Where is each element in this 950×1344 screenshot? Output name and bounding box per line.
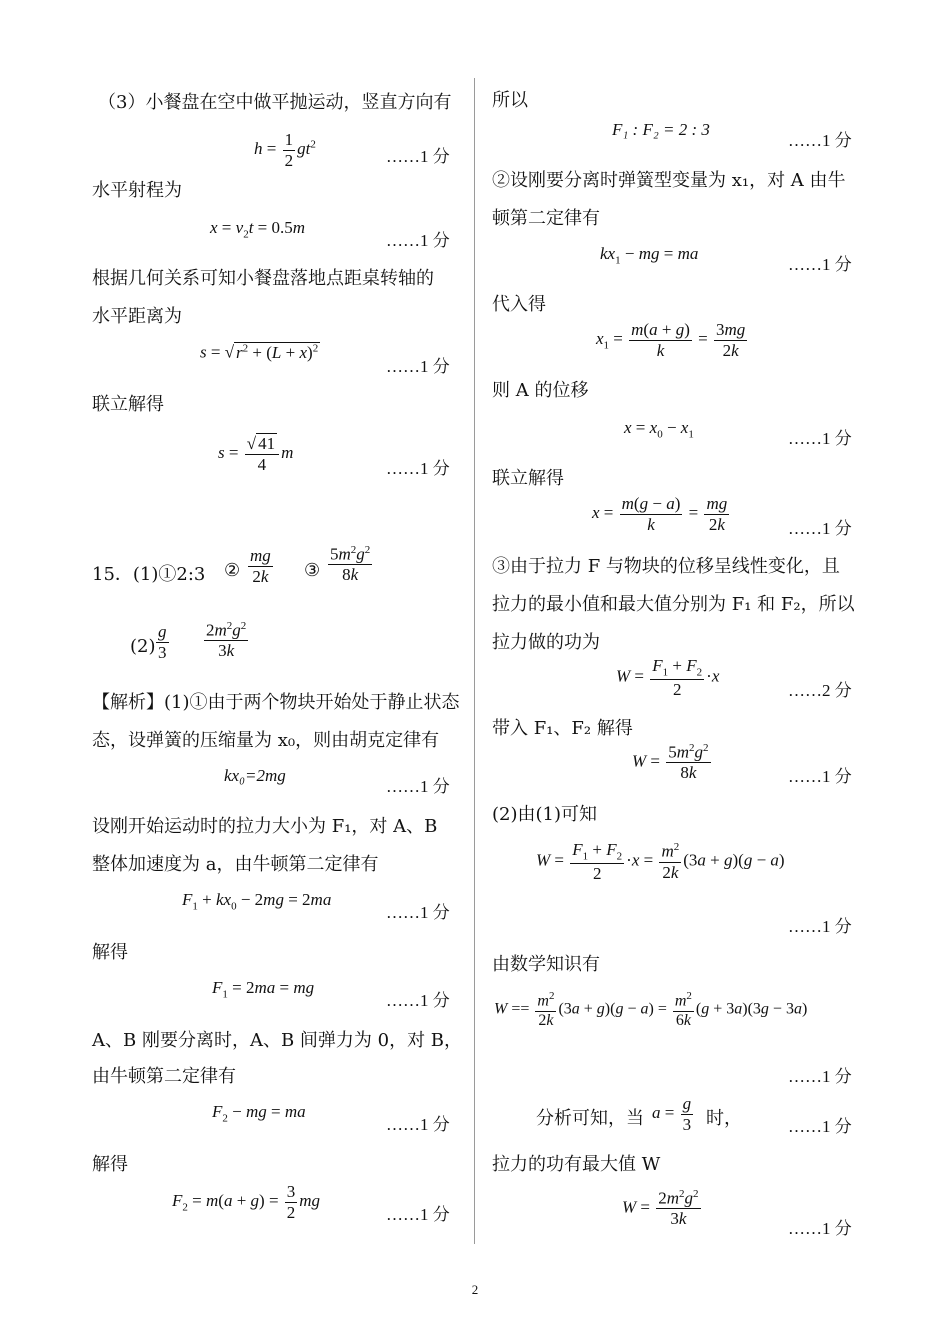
q15-answer-line: 15．(1)①2:3: [92, 564, 206, 585]
score-mark: ……1 分: [386, 357, 450, 376]
solve-label: 联立解得: [92, 394, 164, 415]
geometry-text-2: 水平距离为: [92, 306, 182, 327]
analysis-text-1: 【解析】(1)①由于两个物块开始处于静止状态: [92, 692, 460, 713]
equation-h: h = $\frac{1}{2}$ $gt^2$: [254, 130, 316, 170]
part2-label: (2)由(1)可知: [492, 804, 597, 825]
q15-circle-3: ③: [304, 560, 321, 581]
separation-text-1: A、B 刚要分离时，A、B 间弹力为 0，对 B，: [92, 1030, 463, 1051]
f1-text-1: 设刚开始运动时的拉力大小为 F₁，对 A、B: [92, 816, 438, 837]
equation-s: s = √ $r^2 + (L + x)^2$: [200, 342, 319, 362]
q15-answer-p2-w: $\frac{2m^2g^2}{3k}$: [206, 620, 247, 661]
score-mark: ……1 分: [386, 903, 450, 922]
so-label: 所以: [492, 90, 528, 111]
q15-answer-2: $\frac{mg}{2k}$: [250, 546, 271, 586]
score-mark: ……1 分: [386, 459, 450, 478]
p3-intro-text: （3）小餐盘在空中做平抛运动，竖直方向有: [98, 92, 452, 113]
score-mark: ……2 分: [788, 681, 852, 700]
score-mark: ……1 分: [386, 231, 450, 250]
equation-work-general: W = $\frac{F_1 + F_2}{2}$ ·x = $\frac{m^2}{2k}$ (3a + g)(g − a): [536, 840, 785, 884]
equation-work-expanded: W == $\frac{m^2}{2k}$ (3a + g)(g − a) = $\frac{m^2}{6k}$ (g + 3a)(3g − 3a): [494, 990, 808, 1029]
c3-text-2: 拉力的最小值和最大值分别为 F₁ 和 F₂，所以: [492, 594, 855, 615]
geometry-text-1: 根据几何关系可知小餐盘落地点距桌转轴的: [92, 268, 434, 289]
equation-max-work: W = $\frac{2m^2g^2}{3k}$: [622, 1188, 699, 1229]
equation-f1: $F_1 = 2ma$ = mg: [212, 978, 315, 1001]
q15-circle-2: ②: [224, 560, 241, 581]
equation-x: $x = v_2t = 0.5m$: [210, 218, 306, 241]
score-mark: ……1 分: [386, 777, 450, 796]
solve-label-3: 联立解得: [492, 468, 564, 489]
equation-x-result: x = $\frac{m(g - a)}{k}$ = $\frac{mg}{2k}$: [592, 494, 728, 534]
q15-answer-3: $\frac{5m^2g^2}{8k}$: [330, 544, 371, 585]
score-mark: ……1 分: [386, 147, 450, 166]
equation-s-result: s = $\frac{√ 41}{4}$ m: [218, 434, 294, 474]
analysis-text-2: 态，设弹簧的压缩量为 x₀，则由胡克定律有: [92, 730, 440, 751]
score-mark: ……1 分: [788, 519, 852, 538]
displacement-label: 则 A 的位移: [492, 380, 589, 401]
analysis-when-end: 时，: [706, 1108, 742, 1129]
c3-text-1: ③由于拉力 F 与物块的位移呈线性变化，且: [492, 556, 840, 577]
f1-text-2: 整体加速度为 a，由牛顿第二定律有: [92, 854, 379, 875]
equation-work: W = $\frac{F_1 + F_2}{2}$ ·x: [616, 656, 720, 700]
score-mark: ……1 分: [788, 255, 852, 274]
score-mark: ……1 分: [788, 1067, 852, 1086]
max-work-label: 拉力的功有最大值 W: [492, 1154, 661, 1175]
score-mark: ……1 分: [788, 767, 852, 786]
solve-label-2: 解得: [92, 1154, 128, 1175]
range-label: 水平射程为: [92, 180, 182, 201]
c2-text-1: ②设刚要分离时弹簧型变量为 x₁，对 A 由牛: [492, 170, 846, 191]
solve-label-1: 解得: [92, 942, 128, 963]
equation-displacement: $x = x_0 - x_1$: [624, 418, 694, 441]
equation-newton-1: $F_1 + kx_0 - 2mg = 2ma$: [182, 890, 332, 913]
equation-ratio: F₁ : F₂ = 2 : 3: [612, 120, 710, 139]
equation-x1: $x_1$ = $\frac{m(a + g)}{k}$ = $\frac{3mg}{2k}$: [596, 320, 746, 360]
equation-hooke: kx₀=2mg: [224, 766, 286, 785]
score-mark: ……1 分: [386, 1115, 450, 1134]
column-divider: [474, 78, 475, 1244]
score-mark: ……1 分: [788, 131, 852, 150]
q15-part2-label: (2): [130, 636, 156, 657]
math-knowledge-label: 由数学知识有: [492, 954, 600, 975]
score-mark: ……1 分: [386, 1205, 450, 1224]
q15-answer-p2-a: $\frac{g}{3}$: [158, 622, 167, 662]
equation-f2: $F_2 = m(a + g)$ = $\frac{3}{2}$ mg: [172, 1182, 321, 1222]
equation-a-optimal: a = $\frac{g}{3}$: [652, 1094, 692, 1134]
score-mark: ……1 分: [788, 1219, 852, 1238]
c3-text-3: 拉力做的功为: [492, 632, 600, 653]
separation-text-2: 由牛顿第二定律有: [92, 1066, 236, 1087]
substitute-label: 代入得: [492, 294, 546, 315]
score-mark: ……1 分: [788, 429, 852, 448]
equation-work-result: W = $\frac{5m^2g^2}{8k}$: [632, 742, 709, 783]
c2-text-2: 顿第二定律有: [492, 208, 600, 229]
score-mark: ……1 分: [788, 1117, 852, 1136]
equation-newton-2: $F_2$ − mg = ma: [212, 1102, 306, 1125]
score-mark: ……1 分: [788, 917, 852, 936]
equation-newton-a: $kx_1$ − mg = ma: [600, 244, 699, 267]
analysis-when-text: 分析可知，当: [536, 1108, 644, 1129]
score-mark: ……1 分: [386, 991, 450, 1010]
substitute-f-label: 带入 F₁、F₂ 解得: [492, 718, 633, 739]
page-number: 2: [471, 1282, 479, 1297]
